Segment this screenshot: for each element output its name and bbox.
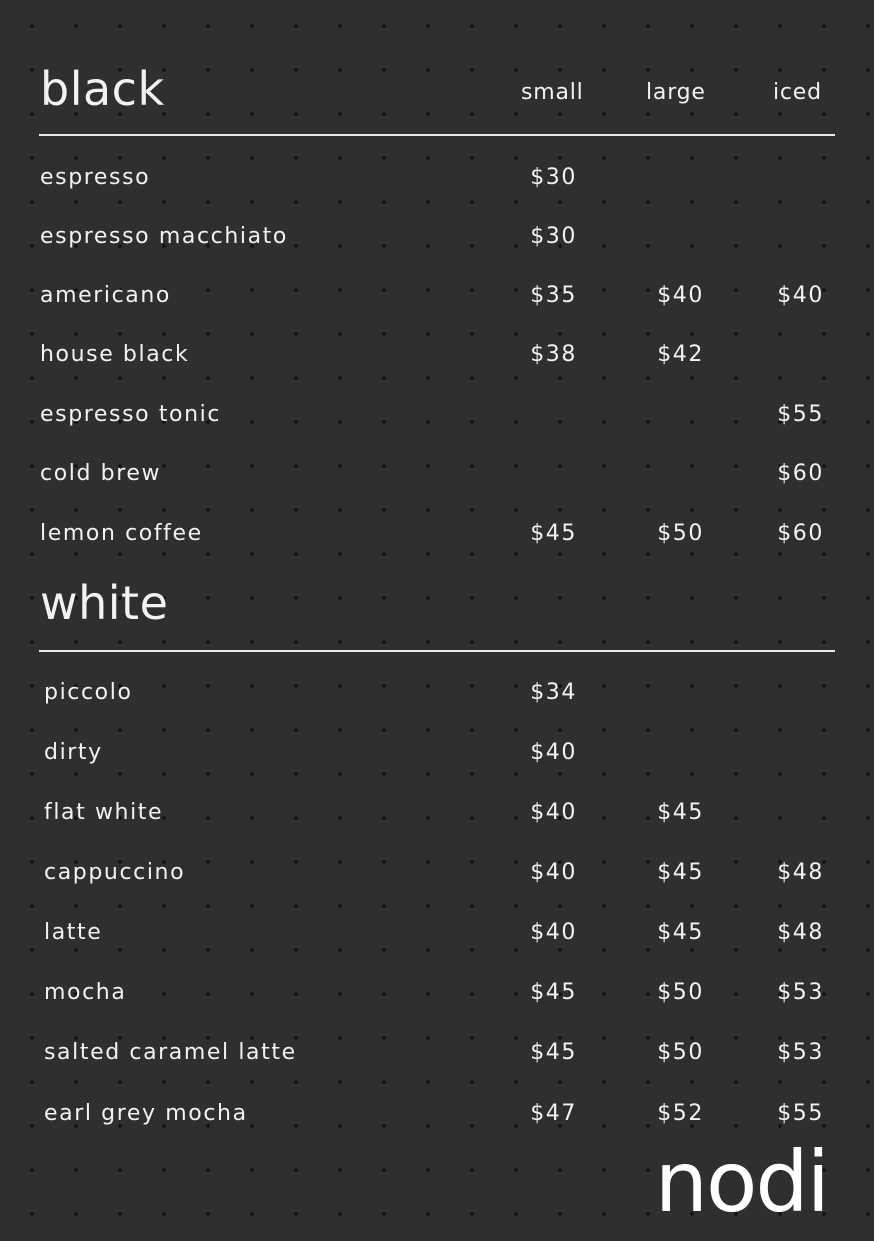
item-name: house black (40, 342, 190, 367)
item-name: flat white (44, 800, 164, 825)
black-section-title: black (40, 62, 165, 116)
menu-row (0, 1037, 874, 1069)
price-large: $50 (657, 980, 704, 1005)
price-small: $40 (530, 800, 577, 825)
item-name: espresso tonic (40, 402, 222, 427)
price-small: $45 (530, 521, 577, 546)
item-name: piccolo (44, 680, 133, 705)
menu-row (0, 917, 874, 949)
white-section-title: white (40, 576, 169, 630)
menu-row (0, 518, 874, 550)
menu-row (0, 221, 874, 253)
item-name: espresso (40, 165, 151, 190)
price-small: $30 (530, 224, 577, 249)
price-iced: $40 (777, 283, 824, 308)
price-small: $45 (530, 1040, 577, 1065)
item-name: americano (40, 283, 171, 308)
price-small: $40 (530, 920, 577, 945)
white-section-divider (39, 650, 835, 652)
price-iced: $60 (777, 461, 824, 486)
menu-row (0, 677, 874, 709)
price-iced: $53 (777, 980, 824, 1005)
nodi-logo: nodi (654, 1133, 828, 1231)
item-name: dirty (44, 740, 103, 765)
item-name: earl grey mocha (44, 1101, 248, 1126)
price-small: $40 (530, 860, 577, 885)
menu-row (0, 857, 874, 889)
price-small: $35 (530, 283, 577, 308)
price-iced: $53 (777, 1040, 824, 1065)
black-section-divider (39, 134, 835, 136)
column-header-large: large (646, 80, 706, 105)
price-small: $34 (530, 680, 577, 705)
price-iced: $60 (777, 521, 824, 546)
menu-row (0, 162, 874, 194)
price-large: $50 (657, 521, 704, 546)
menu-row (0, 1098, 874, 1130)
column-header-iced: iced (773, 80, 822, 105)
price-small: $30 (530, 165, 577, 190)
menu-row (0, 977, 874, 1009)
price-iced: $48 (777, 860, 824, 885)
price-small: $47 (530, 1101, 577, 1126)
price-large: $45 (657, 800, 704, 825)
item-name: mocha (44, 980, 127, 1005)
item-name: cappuccino (44, 860, 186, 885)
price-large: $50 (657, 1040, 704, 1065)
price-iced: $48 (777, 920, 824, 945)
price-iced: $55 (777, 1101, 824, 1126)
column-header-small: small (521, 80, 584, 105)
menu-row (0, 339, 874, 371)
item-name: cold brew (40, 461, 162, 486)
price-large: $42 (657, 342, 704, 367)
price-large: $45 (657, 920, 704, 945)
price-large: $45 (657, 860, 704, 885)
item-name: latte (44, 920, 103, 945)
price-small: $38 (530, 342, 577, 367)
menu-row (0, 280, 874, 312)
menu-row (0, 399, 874, 431)
price-large: $52 (657, 1101, 704, 1126)
item-name: espresso macchiato (40, 224, 288, 249)
menu-row (0, 797, 874, 829)
menu-row (0, 737, 874, 769)
price-small: $45 (530, 980, 577, 1005)
price-iced: $55 (777, 402, 824, 427)
item-name: lemon coffee (40, 521, 203, 546)
price-large: $40 (657, 283, 704, 308)
price-small: $40 (530, 740, 577, 765)
menu-row (0, 458, 874, 490)
item-name: salted caramel latte (44, 1040, 297, 1065)
